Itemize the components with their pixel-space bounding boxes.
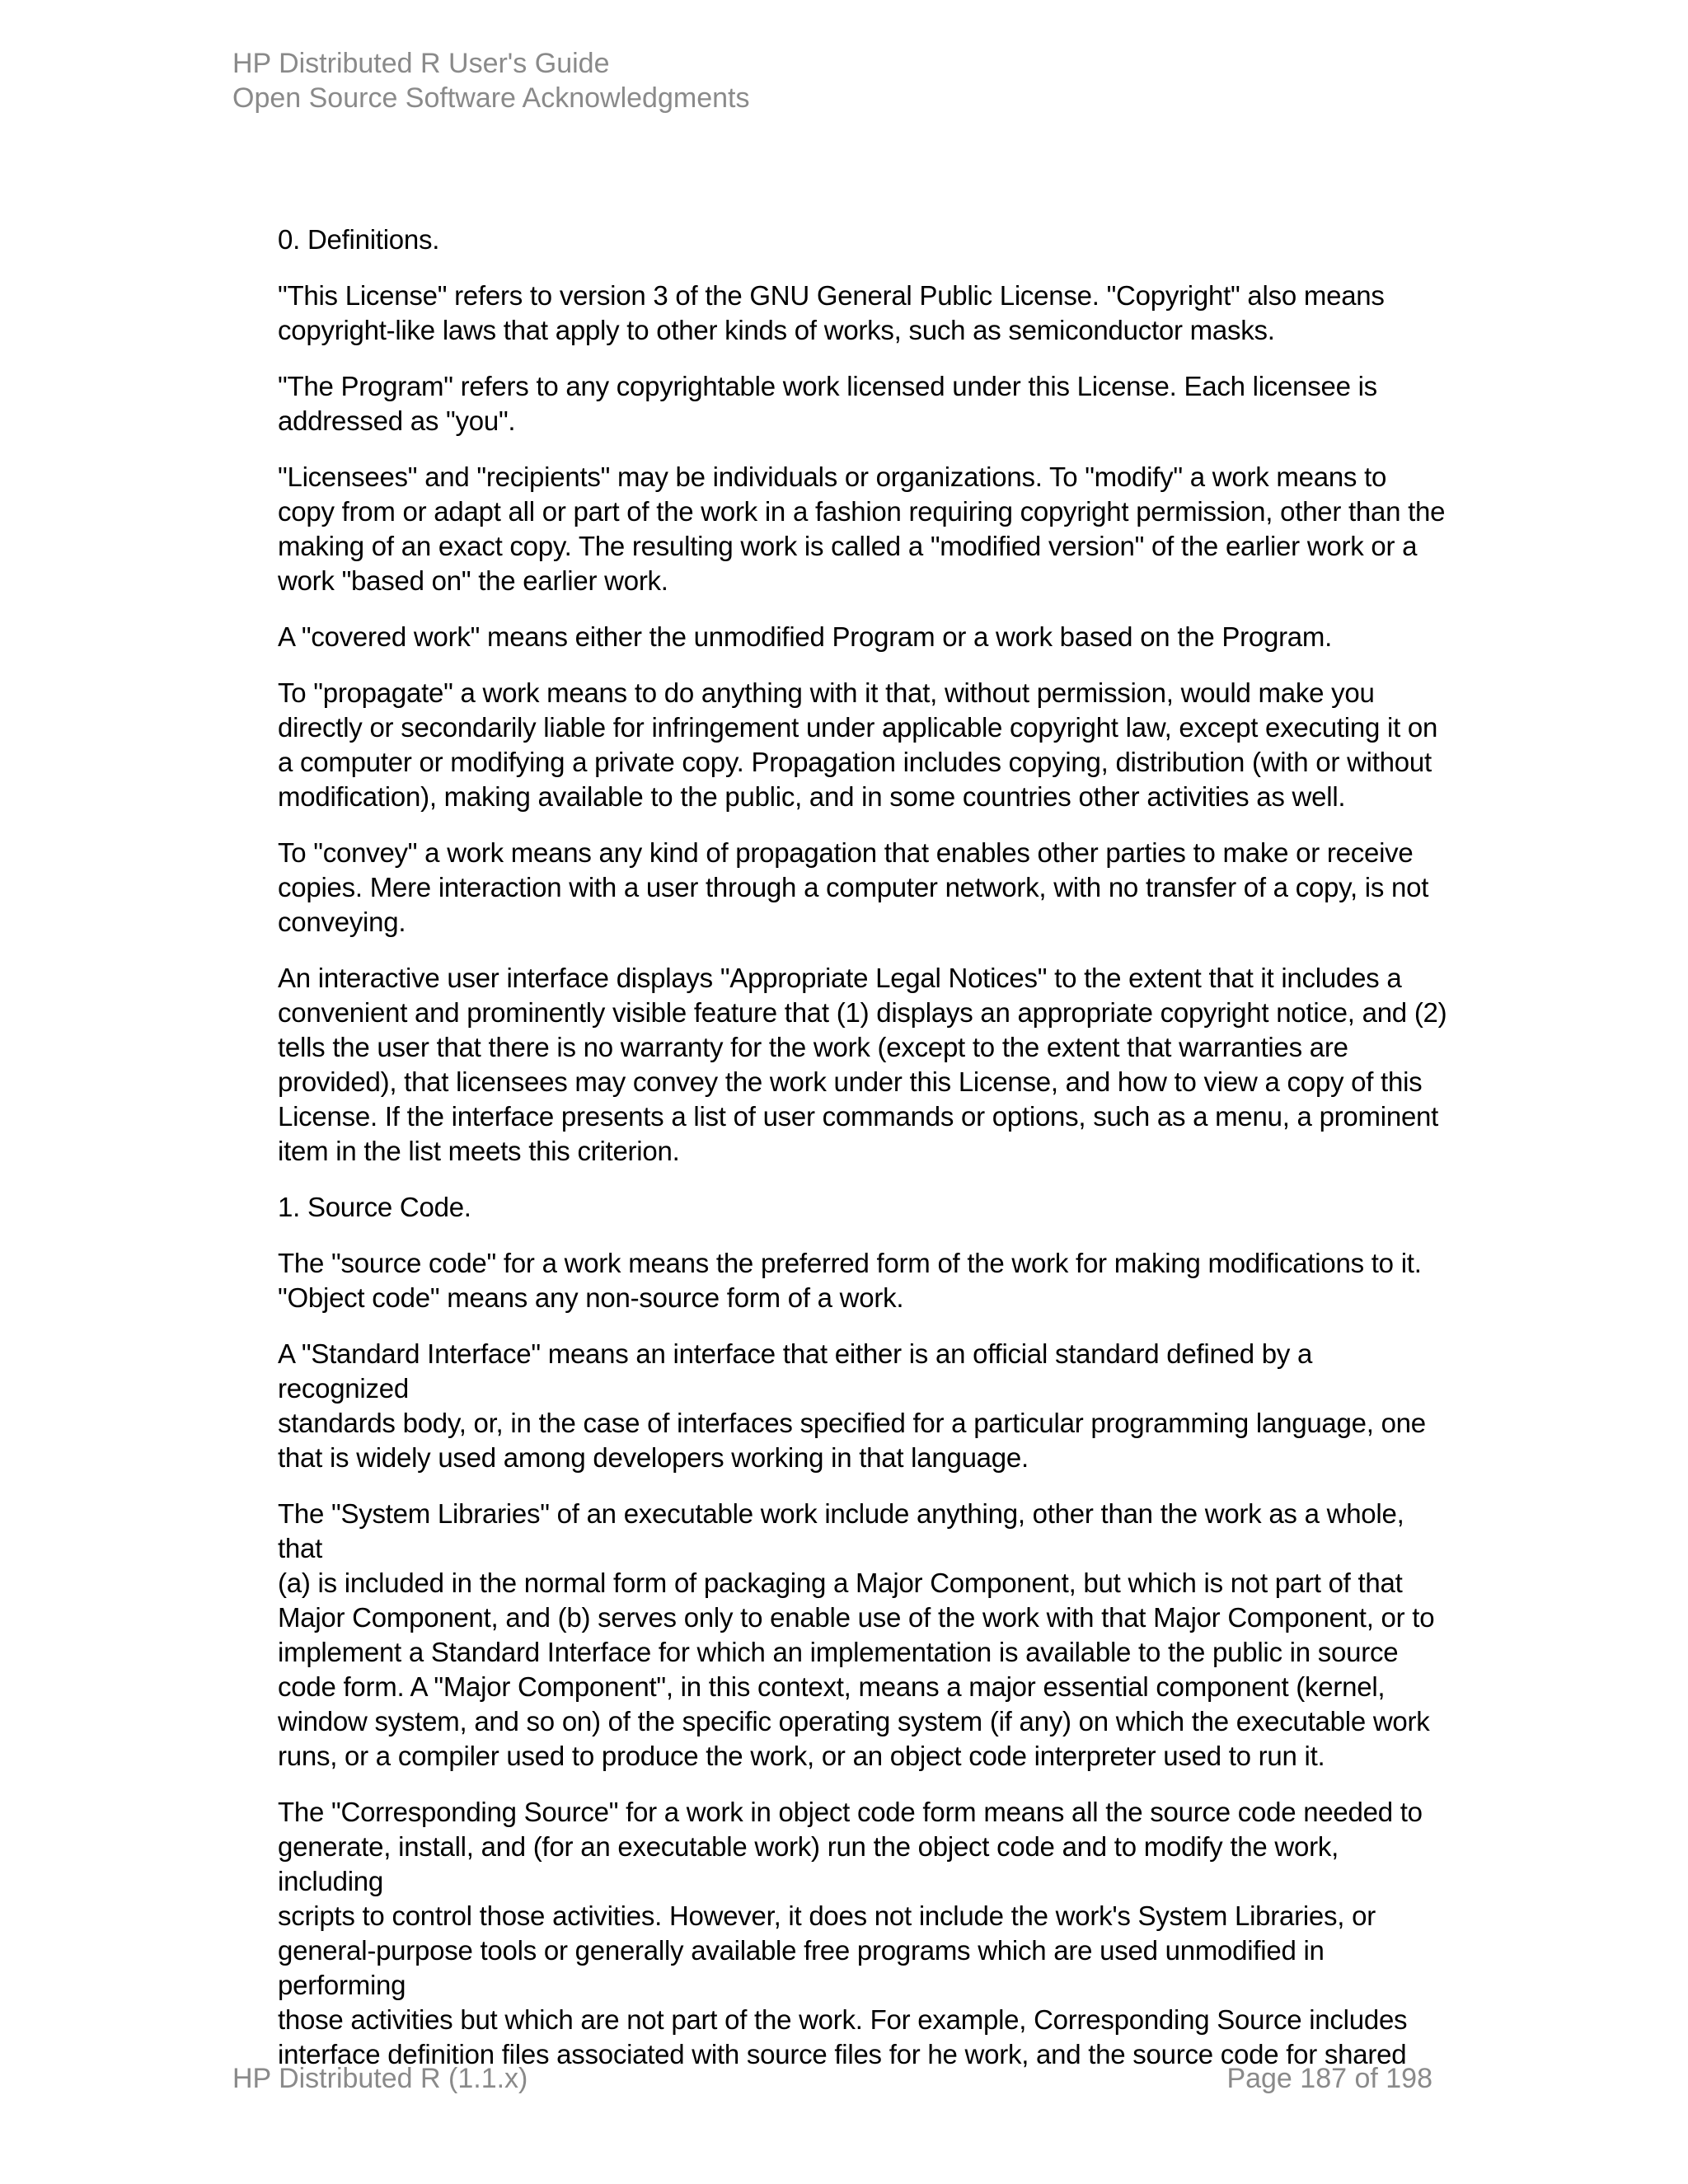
paragraph-legal-notices: An interactive user interface displays "Appropriate Legal Notices" to the extent that it includes a convenient and prominently visible feature that (1) displays an appropriate copyright notice, and (2) tells the user that there is no warranty for the work (except to the extent that warranties are provided), that licensees may convey the work under this License, and how to view a copy of this License. If the interface presents a list of user commands or options, such as a menu, a prominent item in the list meets this criterion. <box>278 963 1447 1166</box>
page-body <box>278 223 1448 2093</box>
section-heading-source-code: 1. Source Code. <box>278 1192 471 1222</box>
paragraph-system-libraries: The "System Libraries" of an executable work include anything, other than the work as a whole, that (a) is included in the normal form of packaging a Major Component, but which is not part of that Major Component, and (b) serves only to enable use of the work with that Major Component, or to implement a Standard Interface for which an implementation is available to the public in source code form. A "Major Component", in this context, means a major essential component (kernel, window system, and so on) of the specific operating system (if any) on which the executable work runs, or a compiler used to produce the work, or an object code interpreter used to run it. <box>278 1498 1435 1771</box>
paragraph-convey: To "convey" a work means any kind of propagation that enables other parties to make or receive copies. Mere interaction with a user through a computer network, with no transfer of a copy, is not conveying. <box>278 837 1429 937</box>
document-title: HP Distributed R User's Guide <box>232 48 610 79</box>
paragraph-source-code: The "source code" for a work means the preferred form of the work for making modifications to it. "Object code" means any non-source form of a work. <box>278 1248 1422 1313</box>
paragraph-licensees: "Licensees" and "recipients" may be individuals or organizations. To "modify" a work means to copy from or adapt all or part of the work in a fashion requiring copyright permission, other than the making of an exact copy. The resulting work is called a "modified version" of the earlier work or a work "based on" the earlier work. <box>278 462 1446 596</box>
paragraph-standard-interface: A "Standard Interface" means an interface that either is an official standard defined by a recognized standards body, or, in the case of interfaces specified for a particular programming language, one that is widely used among developers working in that language. <box>278 1338 1426 1473</box>
running-header <box>232 46 749 115</box>
paragraph-this-license: "This License" refers to version 3 of the GNU General Public License. "Copyright" also means copyright-like laws that apply to other kinds of works, such as semiconductor masks. <box>278 280 1385 345</box>
paragraph-corresponding-source: The "Corresponding Source" for a work in object code form means all the source code needed to generate, install, and (for an executable work) run the object code and to modify the work, including scripts to control those activities. However, it does not include the work's System Libraries, or general-purpose tools or generally available free programs which are used unmodified in performing those activities but which are not part of the work. For example, Corresponding Source includes interface definition files associated with source files for he work, and the source code for shared <box>278 1797 1423 2069</box>
section-heading-definitions: 0. Definitions. <box>278 224 440 255</box>
section-title: Open Source Software Acknowledgments <box>232 82 750 114</box>
footer-product: HP Distributed R (1.1.x) <box>232 2063 528 2094</box>
footer-page-number: Page 187 of 198 <box>1226 2063 1432 2094</box>
paragraph-propagate: To "propagate" a work means to do anything with it that, without permission, would make you directly or secondarily liable for infringement under applicable copyright law, except executing it on a computer or modifying a private copy. Propagation includes copying, distribution (with or without modification), making available to the public, and in some countries other activities as well. <box>278 677 1438 812</box>
paragraph-the-program: "The Program" refers to any copyrightable work licensed under this License. Each licensee is addressed as "you". <box>278 371 1377 436</box>
paragraph-covered-work: A "covered work" means either the unmodified Program or a work based on the Program. <box>278 621 1333 652</box>
